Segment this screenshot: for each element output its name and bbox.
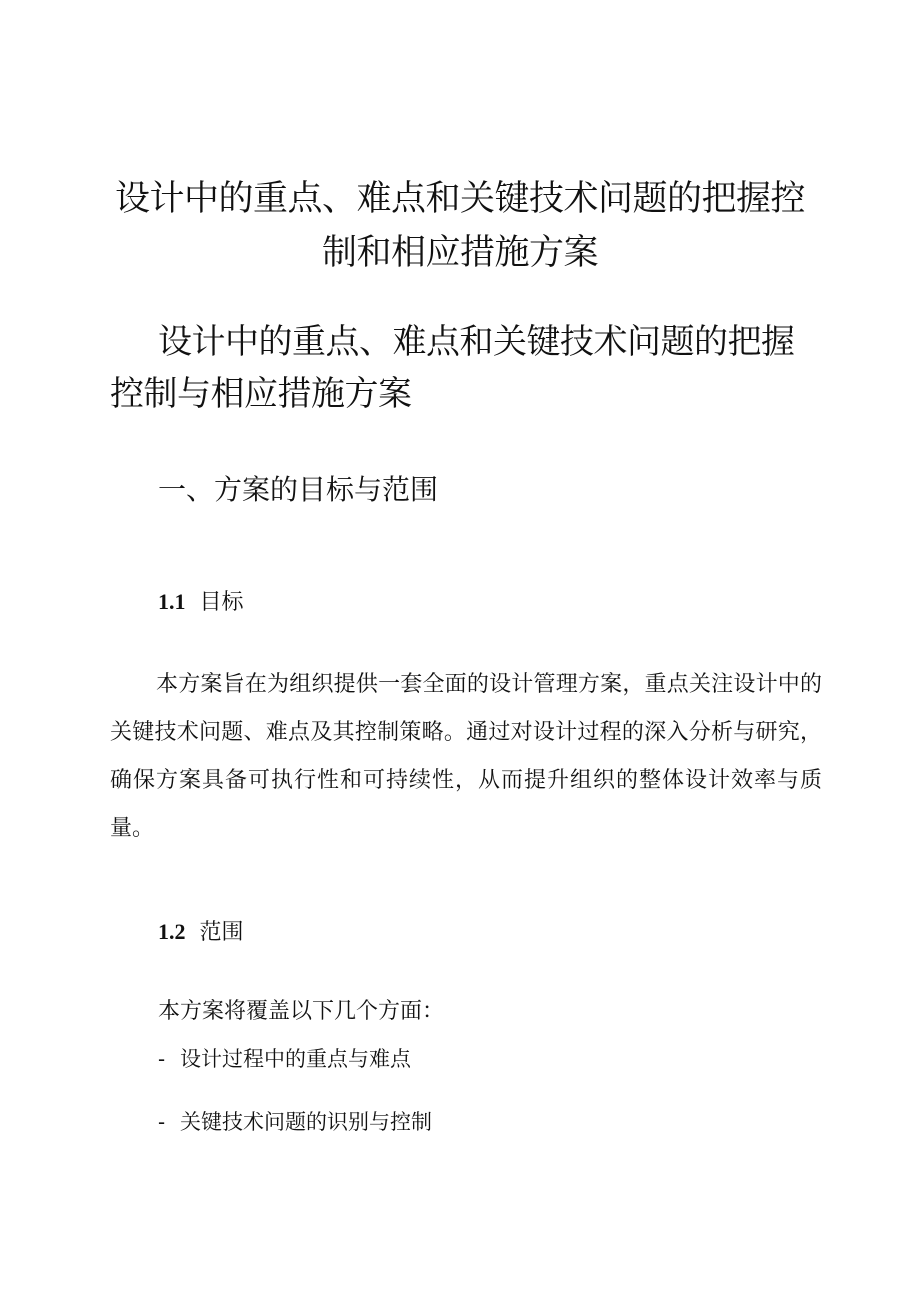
section-heading: 一、方案的目标与范围	[158, 473, 439, 506]
list-bullet: -	[158, 1110, 166, 1134]
subsection-heading-goal	[158, 586, 244, 619]
list-item	[158, 1106, 432, 1138]
subsection-heading-scope	[158, 916, 244, 949]
document-title: 设计中的重点、难点和关键技术问题的把握控制和相应措施方案	[114, 179, 805, 273]
subsection-number: 1.2	[158, 919, 186, 944]
list-item-text: 设计过程中的重点与难点	[180, 1047, 411, 1071]
list-item	[158, 1043, 432, 1075]
subsection-label: 范围	[199, 920, 244, 945]
goal-paragraph: 本方案旨在为组织提供一套全面的设计管理方案，重点关注设计中的关键技术问题、难点及其控制策略。通过对设计过程的深入分析与研究，确保方案具备可执行性和可持续性，从而提升组织的整体设计效率与质量。	[110, 672, 822, 841]
list-bullet: -	[158, 1047, 166, 1071]
scope-intro: 本方案将覆盖以下几个方面：	[158, 999, 445, 1024]
subsection-label: 目标	[199, 590, 244, 615]
subsection-number: 1.1	[158, 589, 186, 614]
list-item-text: 关键技术问题的识别与控制	[180, 1110, 432, 1134]
document-subtitle: 设计中的重点、难点和关键技术问题的把握控制与相应措施方案	[110, 322, 795, 414]
scope-list	[158, 1043, 432, 1169]
